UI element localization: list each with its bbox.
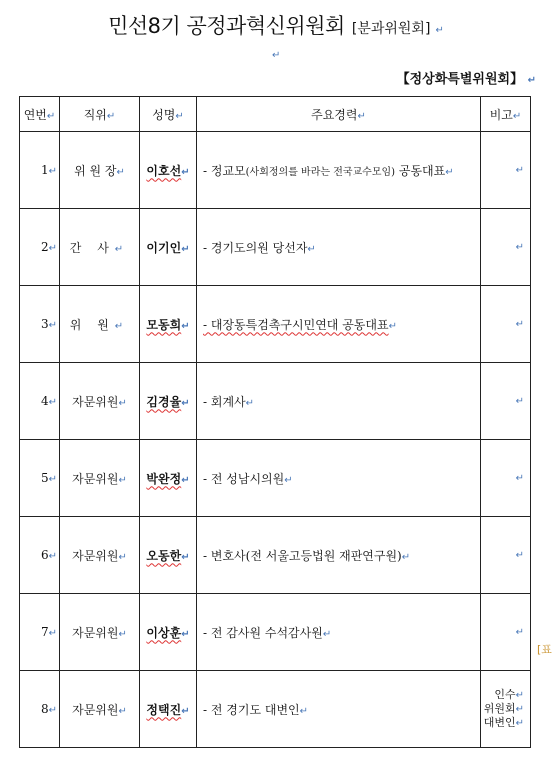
paragraph-mark: ↵	[527, 75, 536, 86]
cell-name: 오동한↵	[140, 517, 197, 594]
header-note: 비고↵	[481, 97, 531, 132]
note-line: 위원회↵	[483, 702, 524, 715]
table-row	[20, 286, 531, 363]
note-line: 인수↵	[494, 688, 524, 701]
cell-position: 자문위원↵	[60, 440, 140, 517]
header-no: 연번↵	[20, 97, 60, 132]
table-row	[20, 132, 531, 209]
committee-label	[397, 68, 536, 87]
cell-career: - 전 경기도 대변인↵	[197, 671, 481, 748]
header-career: 주요경력↵	[197, 97, 481, 132]
cell-note: ↵	[481, 517, 531, 594]
cell-position: 간 사↵	[60, 209, 140, 286]
note-line: 대변인↵	[483, 716, 524, 729]
cell-career: - 경기도의원 당선자↵	[197, 209, 481, 286]
cell-position: 위 원 장↵	[60, 132, 140, 209]
cell-no: 5↵	[20, 440, 60, 517]
cell-no: 2↵	[20, 209, 60, 286]
cell-position: 자문위원↵	[60, 517, 140, 594]
cell-no: 8↵	[20, 671, 60, 748]
header-name: 성명↵	[140, 97, 197, 132]
cell-note: ↵	[481, 209, 531, 286]
cell-note: ↵	[481, 286, 531, 363]
cell-no: 6↵	[20, 517, 60, 594]
cell-career: - 정교모(사회정의를 바라는 전국교수모임) 공동대표↵	[197, 132, 481, 209]
header-position: 직위↵	[60, 97, 140, 132]
cell-position: 자문위원↵	[60, 363, 140, 440]
table-row	[20, 209, 531, 286]
cell-name: 모동희↵	[140, 286, 197, 363]
table-header-row	[20, 97, 531, 132]
cell-career: - 변호사(전 서울고등법원 재판연구원)↵	[197, 517, 481, 594]
cell-career: - 전 성남시의원↵	[197, 440, 481, 517]
cell-career: - 회계사↵	[197, 363, 481, 440]
cell-note: ↵	[481, 440, 531, 517]
document-title: 민선8기 공정과혁신위원회	[108, 14, 345, 38]
table-row	[20, 440, 531, 517]
cell-note: ↵	[481, 363, 531, 440]
cell-name: 이기인↵	[140, 209, 197, 286]
cell-name: 김경율↵	[140, 363, 197, 440]
table-row	[20, 517, 531, 594]
table-row	[20, 363, 531, 440]
cell-name: 정택진↵	[140, 671, 197, 748]
cell-name: 박완정↵	[140, 440, 197, 517]
paragraph-mark: ↵	[435, 25, 444, 36]
cell-position: 위 원↵	[60, 286, 140, 363]
cell-name: 이호선↵	[140, 132, 197, 209]
cell-note	[481, 671, 531, 748]
cut-off-edge-text: [표	[537, 643, 552, 656]
document-title-row	[0, 10, 552, 40]
cell-note: ↵	[481, 594, 531, 671]
cell-position: 자문위원↵	[60, 671, 140, 748]
paragraph-mark: ↵	[272, 50, 281, 61]
cell-career: - 대장동특검촉구시민연대 공동대표↵	[197, 286, 481, 363]
committee-label-text: 【정상화특별위원회】	[396, 72, 524, 87]
cell-note: ↵	[481, 132, 531, 209]
cell-name: 이상훈↵	[140, 594, 197, 671]
cell-no: 1↵	[20, 132, 60, 209]
table-row	[20, 594, 531, 671]
cell-career: - 전 감사원 수석감사원↵	[197, 594, 481, 671]
cell-no: 4↵	[20, 363, 60, 440]
cell-no: 3↵	[20, 286, 60, 363]
cell-position: 자문위원↵	[60, 594, 140, 671]
cell-no: 7↵	[20, 594, 60, 671]
member-table	[19, 96, 531, 748]
document-subtitle: [분과위원회]	[351, 21, 431, 37]
table-row	[20, 671, 531, 748]
